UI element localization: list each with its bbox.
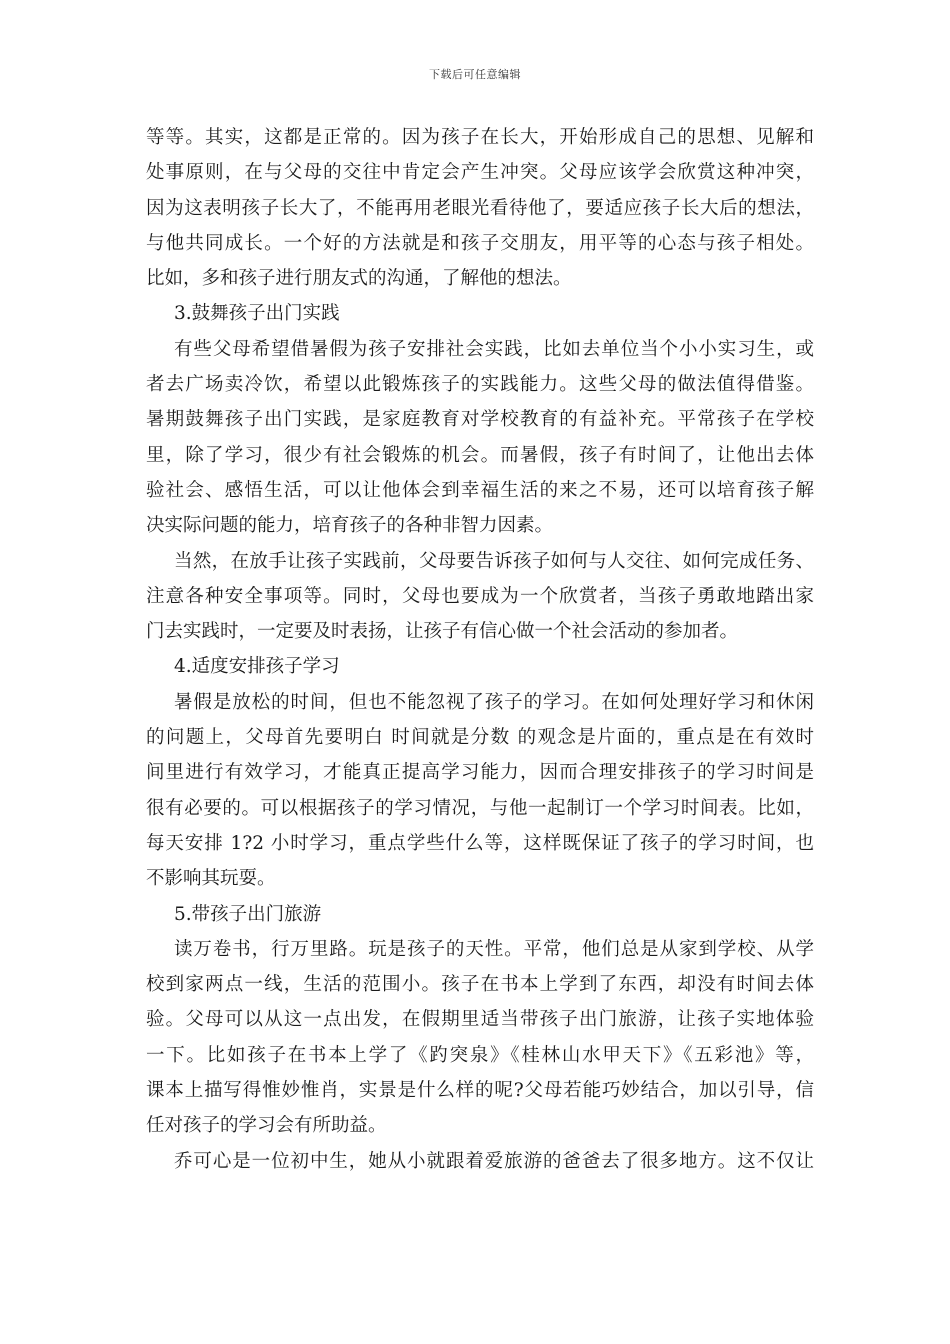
document-body	[146, 120, 814, 1179]
paragraph-line: 每天安排 1?2 小时学习，重点学些什么等，这样既保证了孩子的学习时间，也	[146, 832, 814, 854]
paragraph-line: 不影响其玩耍。	[146, 868, 276, 890]
paragraph-line: 因为这表明孩子长大了，不能再用老眼光看待他了，要适应孩子长大后的想法，	[146, 197, 814, 219]
paragraph-line: 一下。比如孩子在书本上学了《趵突泉》《桂林山水甲天下》《五彩池》等，	[146, 1044, 814, 1066]
paragraph-line: 等等。其实，这都是正常的。因为孩子在长大，开始形成自己的思想、见解和	[146, 127, 814, 148]
paragraph-line: 决实际问题的能力，培育孩子的各种非智力因素。	[146, 515, 554, 537]
section-heading: 5.带孩子出门旅游	[174, 903, 322, 925]
paragraph-line: 比如，多和孩子进行朋友式的沟通，了解他的想法。	[146, 268, 572, 290]
paragraph-line: 里，除了学习，很少有社会锻炼的机会。而暑假，孩子有时间了，让他出去体	[146, 444, 814, 466]
paragraph-line: 注意各种安全事项等。同时，父母也要成为一个欣赏者，当孩子勇敢地踏出家	[146, 585, 814, 607]
page-header: 下载后可任意编辑	[429, 68, 521, 81]
paragraph-line: 暑假是放松的时间，但也不能忽视了孩子的学习。在如何处理好学习和休闲	[174, 691, 814, 713]
paragraph-line: 当然，在放手让孩子实践前，父母要告诉孩子如何与人交往、如何完成任务、	[174, 550, 814, 572]
paragraph-line: 很有必要的。可以根据孩子的学习情况，与他一起制订一个学习时间表。比如，	[146, 797, 814, 819]
paragraph-line: 乔可心是一位初中生，她从小就跟着爱旅游的爸爸去了很多地方。这不仅让	[174, 1150, 814, 1172]
paragraph-line: 的问题上，父母首先要明白 时间就是分数 的观念是片面的，重点是在有效时	[146, 727, 814, 749]
paragraph-line: 有些父母希望借暑假为孩子安排社会实践，比如去单位当个小小实习生，或	[174, 338, 814, 360]
paragraph-line: 验。父母可以从这一点出发，在假期里适当带孩子出门旅游，让孩子实地体验	[146, 1009, 814, 1031]
section-heading: 3.鼓舞孩子出门实践	[174, 303, 340, 325]
paragraph-line: 校到家两点一线，生活的范围小。孩子在书本上学到了东西，却没有时间去体	[146, 974, 814, 996]
paragraph-line: 验社会、感悟生活，可以让他体会到幸福生活的来之不易，还可以培育孩子解	[146, 479, 814, 501]
section-heading: 4.适度安排孩子学习	[174, 656, 340, 678]
paragraph-line: 读万卷书，行万里路。玩是孩子的天性。平常，他们总是从家到学校、从学	[174, 938, 814, 960]
paragraph-line: 者去广场卖冷饮，希望以此锻炼孩子的实践能力。这些父母的做法值得借鉴。	[146, 374, 814, 396]
paragraph-line: 暑期鼓舞孩子出门实践，是家庭教育对学校教育的有益补充。平常孩子在学校	[146, 409, 814, 431]
paragraph-line: 间里进行有效学习，才能真正提高学习能力，因而合理安排孩子的学习时间是	[146, 762, 814, 784]
paragraph-line: 处事原则，在与父母的交往中肯定会产生冲突。父母应该学会欣赏这种冲突，	[146, 162, 814, 184]
paragraph-line: 任对孩子的学习会有所助益。	[146, 1115, 387, 1137]
paragraph-line: 与他共同成长。一个好的方法就是和孩子交朋友，用平等的心态与孩子相处。	[146, 232, 814, 254]
paragraph-line: 门去实践时，一定要及时表扬，让孩子有信心做一个社会活动的参加者。	[146, 621, 739, 643]
paragraph-line: 课本上描写得惟妙惟肖，实景是什么样的呢?父母若能巧妙结合，加以引导，信	[146, 1080, 814, 1102]
